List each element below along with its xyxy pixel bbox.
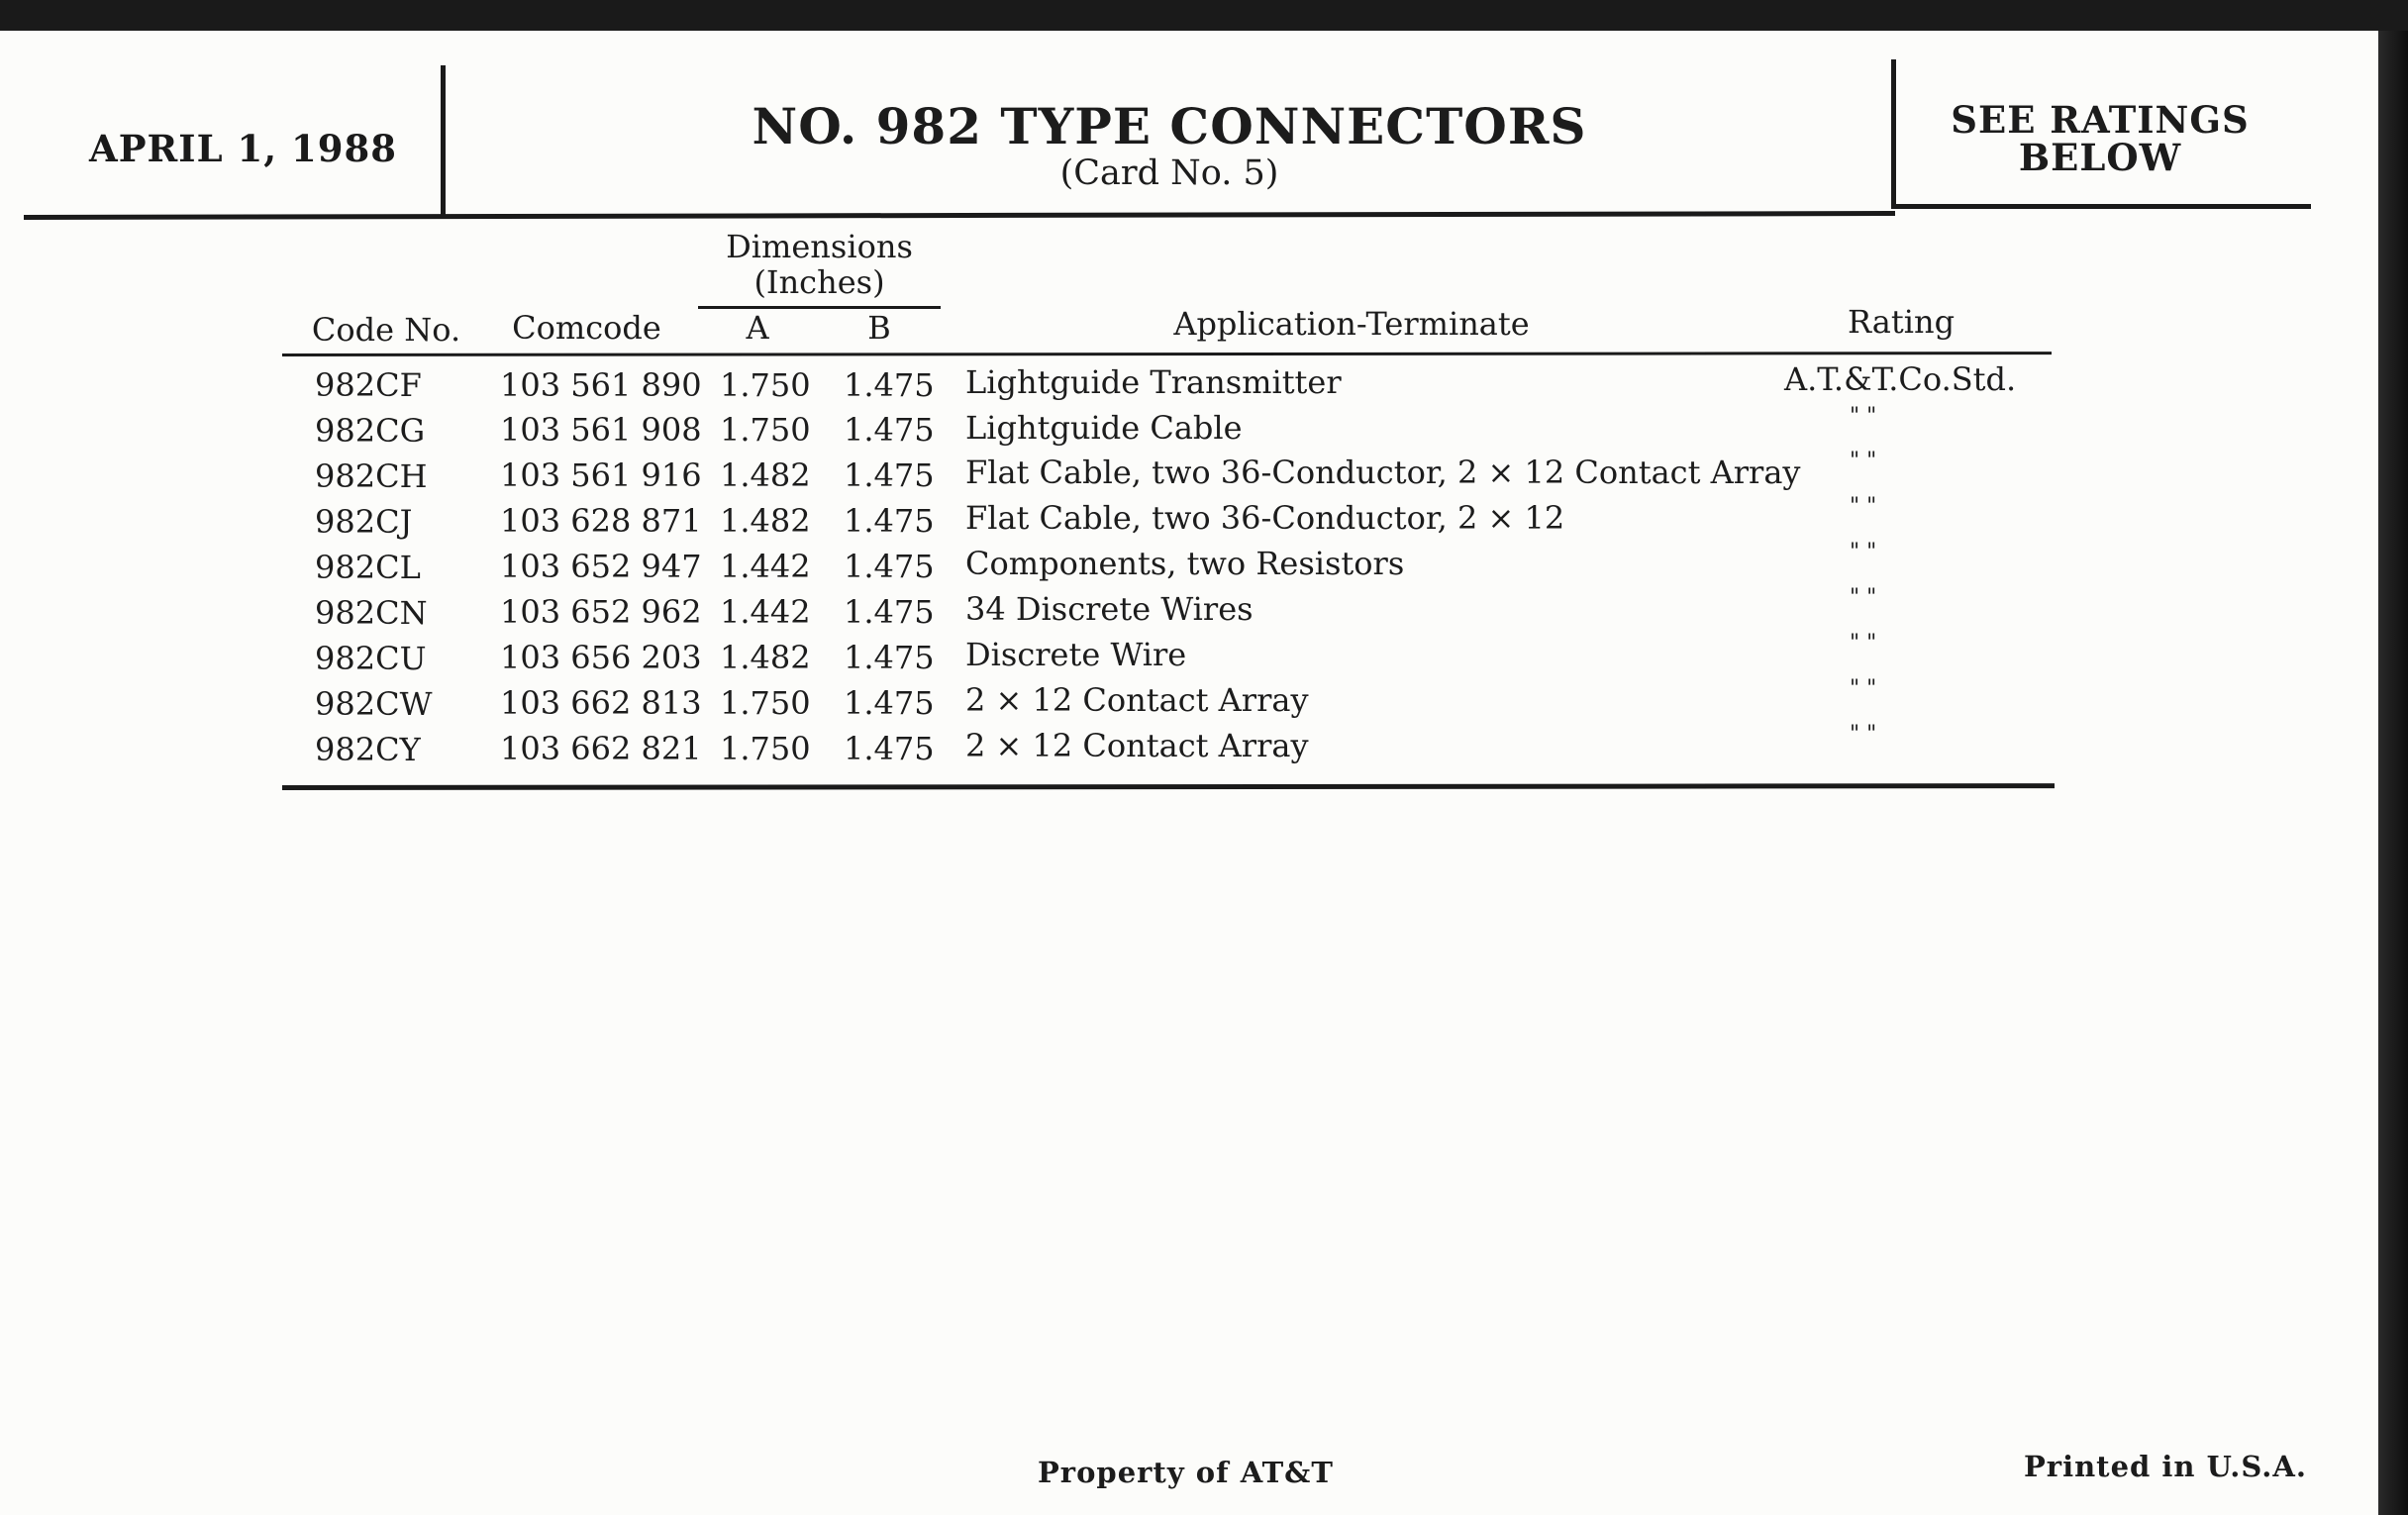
cell-dim-b: 1.475 <box>844 593 935 631</box>
cell-dim-a: 1.482 <box>720 639 811 676</box>
cell-application: Lightguide Transmitter <box>965 363 1342 401</box>
cell-application: 34 Discrete Wires <box>965 590 1254 628</box>
header-comcode: Comcode <box>512 309 661 347</box>
cell-dim-b: 1.475 <box>844 639 935 676</box>
cell-rating: A.T.&T.Co.Std. <box>1784 360 2017 398</box>
cell-application: Flat Cable, two 36-Conductor, 2 × 12 Contact Array <box>965 454 1801 491</box>
cell-dim-b: 1.475 <box>844 684 935 722</box>
cell-comcode: 103 628 871 <box>500 502 702 540</box>
header-rating: Rating <box>1847 303 1956 341</box>
cell-dim-a: 1.482 <box>720 456 811 494</box>
cell-dim-a: 1.750 <box>720 411 811 449</box>
cell-code: 982CH <box>315 457 428 495</box>
cell-rating: " " <box>1850 494 1877 519</box>
cell-dim-b: 1.475 <box>844 730 935 767</box>
cell-code: 982CG <box>315 412 426 450</box>
cell-comcode: 103 561 916 <box>500 456 702 494</box>
ratings-note <box>1897 98 2303 179</box>
cell-application: Flat Cable, two 36-Conductor, 2 × 12 <box>965 499 1565 537</box>
card-date: APRIL 1, 1988 <box>89 127 397 170</box>
cell-rating: " " <box>1850 449 1877 473</box>
cell-code: 982CU <box>315 640 427 677</box>
cell-application: Discrete Wire <box>965 636 1187 673</box>
cell-rating: " " <box>1850 404 1877 429</box>
cell-dim-b: 1.475 <box>844 548 935 585</box>
header-bottom-rule-right <box>1891 204 2311 209</box>
cell-comcode: 103 662 821 <box>500 730 702 767</box>
cell-comcode: 103 656 203 <box>500 639 702 676</box>
ratings-note-line2: BELOW <box>2018 136 2182 179</box>
cell-dim-b: 1.475 <box>844 366 935 404</box>
page-subtitle: (Card No. 5) <box>1059 153 1279 193</box>
cell-dim-a: 1.750 <box>720 684 811 722</box>
header-dim-a: A <box>746 309 769 347</box>
cell-dim-b: 1.475 <box>844 456 935 494</box>
card-edge-shadow <box>2378 31 2408 1515</box>
header-application: Application-Terminate <box>1173 305 1530 343</box>
document-card <box>0 31 2378 1515</box>
header-dim-b: B <box>867 309 891 347</box>
cell-rating: " " <box>1850 676 1877 701</box>
cell-dim-a: 1.482 <box>720 502 811 540</box>
cell-dim-a: 1.442 <box>720 593 811 631</box>
cell-comcode: 103 561 908 <box>500 411 702 449</box>
cell-code: 982CL <box>315 549 421 586</box>
cell-application: 2 × 12 Contact Array <box>965 727 1309 764</box>
cell-application: Lightguide Cable <box>965 409 1243 447</box>
cell-dim-b: 1.475 <box>844 502 935 540</box>
footer-printed: Printed in U.S.A. <box>2024 1450 2307 1483</box>
page-title: NO. 982 TYPE CONNECTORS <box>752 97 1587 155</box>
cell-dim-a: 1.442 <box>720 548 811 585</box>
cell-code: 982CJ <box>315 503 413 541</box>
header-dimensions-units: (Inches) <box>753 263 885 301</box>
cell-code: 982CN <box>315 594 428 632</box>
footer-property: Property of AT&T <box>1038 1456 1334 1489</box>
cell-rating: " " <box>1850 540 1877 564</box>
cell-code: 982CY <box>315 731 421 768</box>
cell-dim-a: 1.750 <box>720 366 811 404</box>
cell-rating: " " <box>1850 585 1877 610</box>
cell-dim-b: 1.475 <box>844 411 935 449</box>
cell-code: 982CW <box>315 685 433 723</box>
cell-rating: " " <box>1850 722 1877 747</box>
cell-application: 2 × 12 Contact Array <box>965 681 1309 719</box>
cell-comcode: 103 652 947 <box>500 548 702 585</box>
header-code-no: Code No. <box>311 311 461 349</box>
cell-comcode: 103 652 962 <box>500 593 702 631</box>
ratings-note-line1: SEE RATINGS <box>1951 98 2250 142</box>
header-dimensions: Dimensions <box>726 228 913 265</box>
cell-comcode: 103 561 890 <box>500 366 702 404</box>
cell-code: 982CF <box>315 366 422 404</box>
cell-comcode: 103 662 813 <box>500 684 702 722</box>
title-block <box>445 99 1894 192</box>
cell-rating: " " <box>1850 631 1877 656</box>
cell-dim-a: 1.750 <box>720 730 811 767</box>
cell-application: Components, two Resistors <box>965 545 1405 582</box>
